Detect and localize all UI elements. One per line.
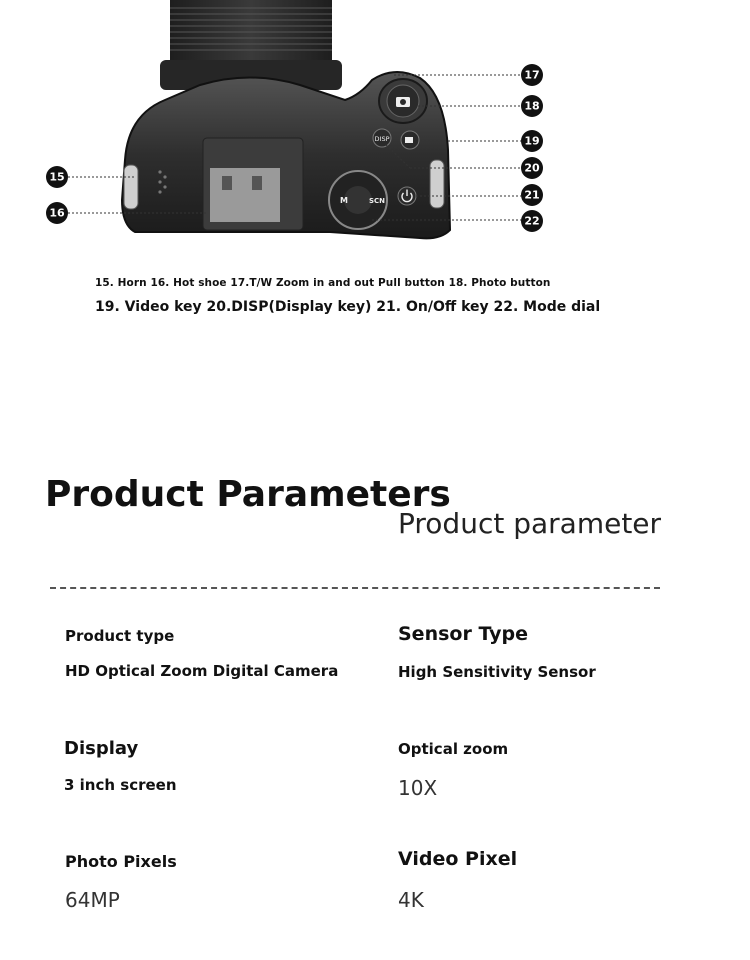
callout-number: 22 <box>524 214 540 228</box>
param-product-type <box>65 627 385 680</box>
param-video-pixel <box>398 848 718 912</box>
callout-number: 17 <box>524 68 540 82</box>
callout-badge-21 <box>521 184 543 206</box>
param-value: High Sensitivity Sensor <box>398 663 596 681</box>
mode-dial-scn-label: SCN <box>369 197 386 205</box>
section-subtitle: Product parameter <box>398 507 662 540</box>
param-optical-zoom <box>398 740 718 800</box>
param-value: 10X <box>398 776 438 800</box>
param-label: Video Pixel <box>398 848 518 870</box>
param-label: Display <box>64 738 139 759</box>
param-label: Photo Pixels <box>65 852 177 871</box>
param-value: 64MP <box>65 888 120 912</box>
callout-number: 20 <box>524 161 540 175</box>
callout-legend-line-2: 19. Video key 20.DISP(Display key) 21. On/Off key 22. Mode dial <box>95 299 601 315</box>
callout-badge-16 <box>46 202 68 224</box>
callout-badge-18 <box>521 95 543 117</box>
param-value: HD Optical Zoom Digital Camera <box>65 662 339 680</box>
mode-dial[interactable] <box>329 171 387 229</box>
callout-number: 19 <box>524 134 540 148</box>
disp-button-label: DISP <box>374 135 390 143</box>
callout-number: 18 <box>524 99 540 113</box>
hot-shoe <box>203 138 303 230</box>
callout-legend-line-1: 15. Horn 16. Hot shoe 17.T/W Zoom in and out Pull button 18. Photo button <box>95 277 551 289</box>
param-value: 3 inch screen <box>64 776 177 794</box>
dashed-divider <box>50 587 660 589</box>
callout-badge-17 <box>521 64 543 86</box>
callout-badge-15 <box>46 166 68 188</box>
param-label: Optical zoom <box>398 740 509 758</box>
camera-top-view-illustration <box>0 0 750 250</box>
param-display <box>64 738 384 794</box>
right-strap-lug <box>430 160 444 208</box>
mode-dial-m-label: M <box>340 196 348 205</box>
left-strap-lug <box>124 165 138 209</box>
callout-number: 21 <box>524 188 540 202</box>
param-label: Product type <box>65 627 175 645</box>
param-sensor-type <box>398 623 718 681</box>
callout-badge-20 <box>521 157 543 179</box>
video-icon <box>405 137 413 143</box>
camera-icon <box>396 97 410 107</box>
lens-barrel <box>160 0 342 90</box>
param-photo-pixels <box>65 852 385 912</box>
callout-number: 16 <box>49 206 65 220</box>
section-title: Product Parameters <box>45 474 451 515</box>
callout-badge-19 <box>521 130 543 152</box>
param-value: 4K <box>398 888 424 912</box>
callout-number: 15 <box>49 170 65 184</box>
callout-badge-22 <box>521 210 543 232</box>
param-label: Sensor Type <box>398 623 529 645</box>
